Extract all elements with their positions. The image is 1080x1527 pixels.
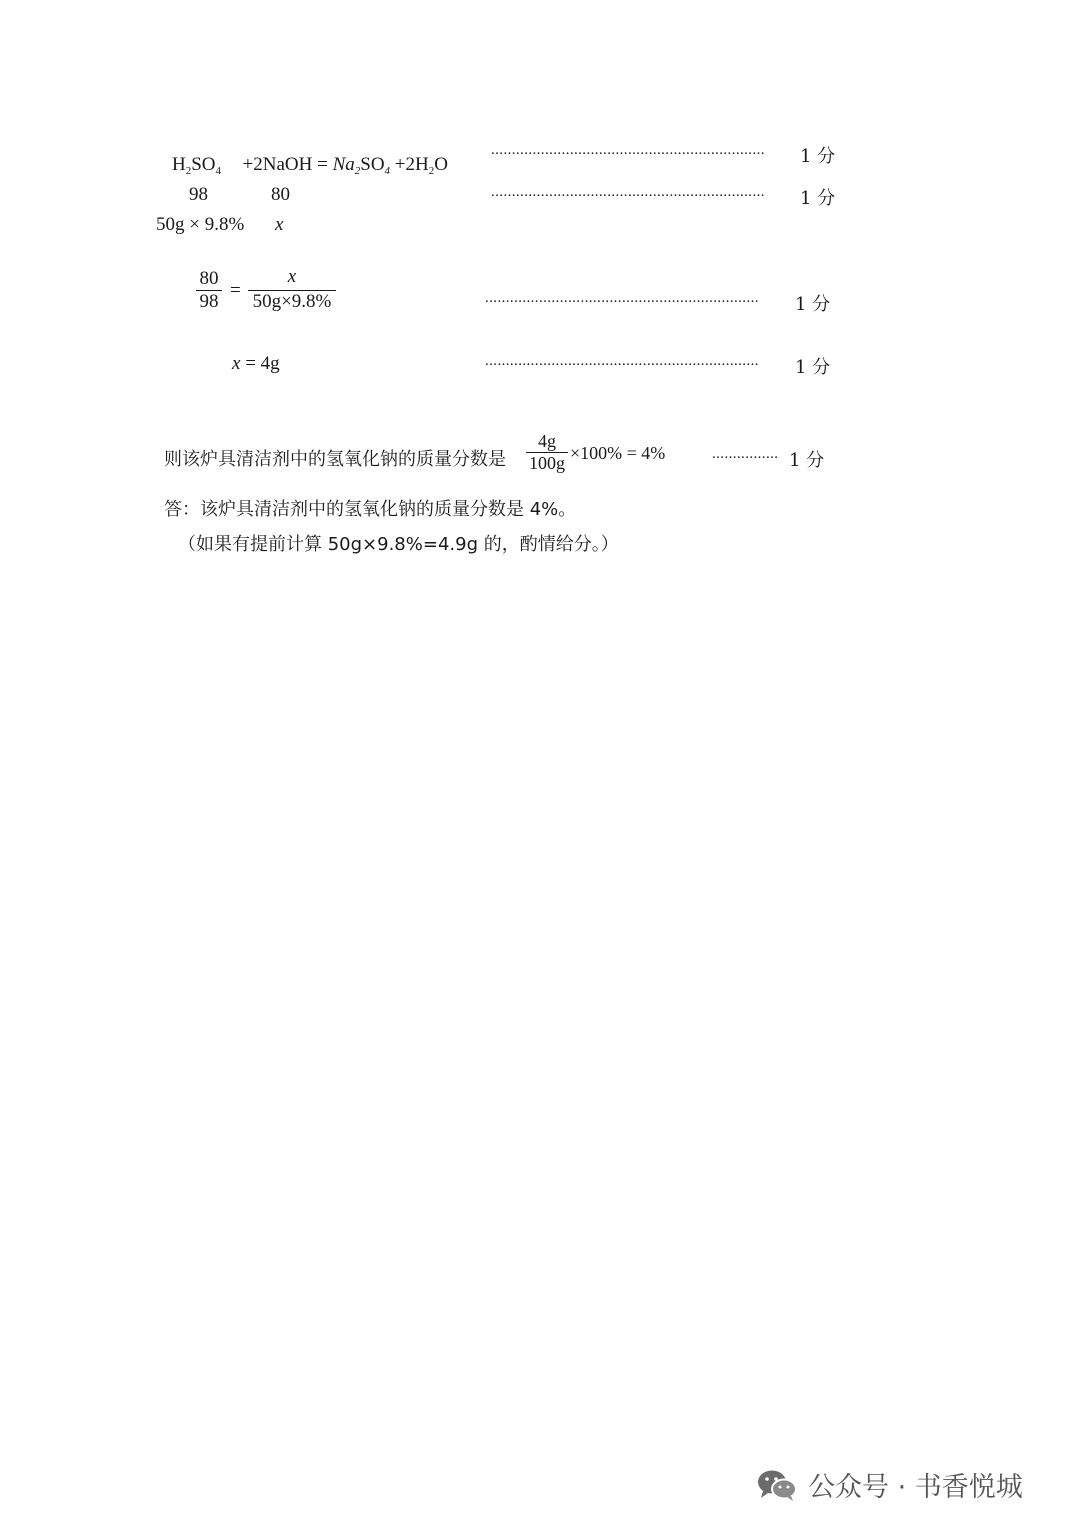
fraction-4g-100g: [526, 431, 568, 474]
equation-line: [172, 154, 448, 176]
result-line: x = 4g: [232, 353, 280, 374]
fraction-80-98: [196, 268, 222, 313]
h2o-formula: $+2H_2O$: [394, 154, 448, 177]
footer-watermark: [756, 1465, 1023, 1509]
conclusion-text: 则该炉具清洁剂中的氢氧化钠的质量分数是: [164, 449, 506, 470]
fraction-numerator: x: [287, 266, 297, 287]
given-x: x: [275, 214, 284, 235]
fraction-denominator: 98: [199, 291, 219, 312]
footer-text: 公众号 · 书香悦城: [808, 1472, 1023, 1503]
score-label-1: 1 分: [800, 146, 836, 167]
fraction-x-mass: [248, 266, 336, 313]
fraction-numerator: 80: [199, 268, 219, 289]
score-label-2: 1 分: [800, 188, 836, 209]
score-dots-5: ................: [712, 446, 779, 462]
mass-h2so4: 98: [189, 184, 208, 205]
h2so4-formula: $H_2SO_4$: [172, 154, 222, 177]
score-dots-2: ..................................................................: [491, 184, 765, 200]
score-dots-1: ..................................................................: [491, 142, 765, 158]
conclusion-formula: ×100% = 4%: [570, 443, 666, 463]
score-label-3: 1 分: [795, 294, 831, 315]
naoh-term: +2NaOH =: [242, 154, 328, 175]
fraction-denominator: 100g: [529, 453, 565, 473]
wechat-icon: [756, 1468, 798, 1509]
scoring-note: （如果有提前计算 50g×9.8%=4.9g 的，酌情给分。）: [178, 534, 619, 555]
given-mass: 50g × 9.8%: [156, 214, 245, 235]
na2so4-formula: $Na_2SO_4$: [332, 154, 391, 177]
fraction-numerator: 4g: [538, 431, 556, 451]
score-dots-4: ..................................................................: [485, 353, 759, 369]
proportion-equals: =: [230, 280, 241, 301]
mass-naoh: 80: [271, 184, 290, 205]
score-dots-3: ..................................................................: [485, 290, 759, 306]
score-label-5: 1 分: [789, 450, 825, 471]
score-label-4: 1 分: [795, 357, 831, 378]
answer-text: 答：该炉具清洁剂中的氢氧化钠的质量分数是 4%。: [164, 499, 577, 520]
fraction-denominator: 50g×9.8%: [252, 291, 332, 312]
